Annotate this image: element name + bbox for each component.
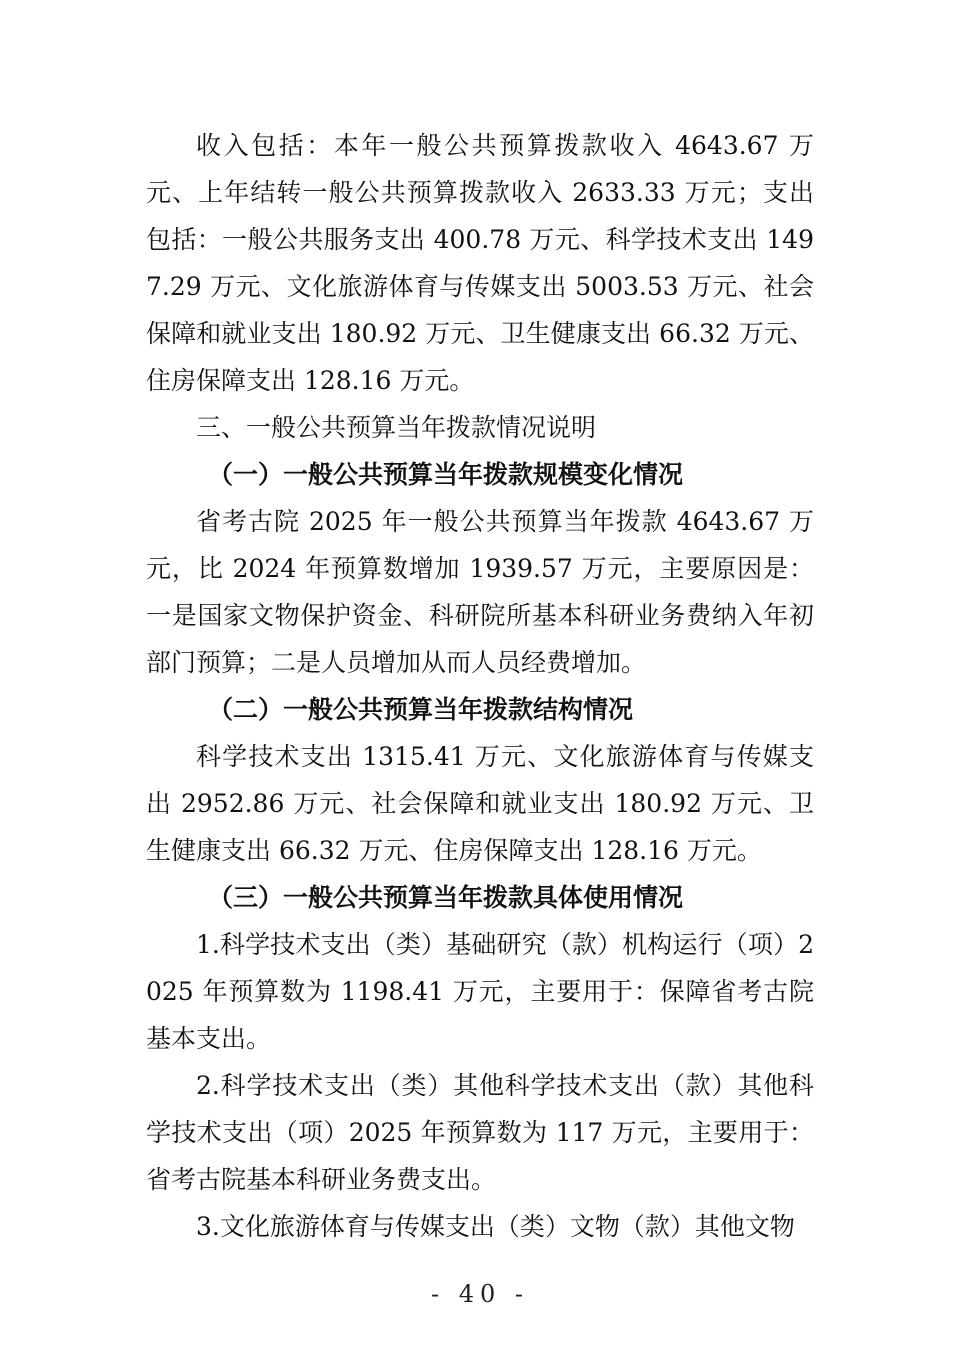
- use-item-2: 2.科学技术支出（类）其他科学技术支出（款）其他科学技术支出（项）2025 年预算数为 117 万元，主要用于：省考古院基本科研业务费支出。: [146, 1071, 814, 1194]
- subheading-specific-use: （三）一般公共预算当年拨款具体使用情况: [208, 883, 684, 912]
- section-heading-3: 三、一般公共预算当年拨款情况说明: [196, 413, 597, 442]
- subheading-scale-change: （一）一般公共预算当年拨款规模变化情况: [208, 460, 684, 489]
- structure-paragraph: 科学技术支出 1315.41 万元、文化旅游体育与传媒支出 2952.86 万元、社会保障和就业支出 180.92 万元、卫生健康支出 66.32 万元、住房保障支出 128.16 万元。: [146, 742, 814, 865]
- use-item-3: 3.文化旅游体育与传媒支出（类）文物（款）其他文物: [196, 1212, 795, 1241]
- page-number: - 40 -: [430, 1280, 529, 1308]
- scale-change-paragraph: 省考古院 2025 年一般公共预算当年拨款 4643.67 万元，比 2024 年预算数增加 1939.57 万元，主要原因是：一是国家文物保护资金、科研院所基本科研业务费纳入年初部门预算；二是人员增加从而人员经费增加。: [146, 507, 814, 677]
- use-item-1: 1.科学技术支出（类）基础研究（款）机构运行（项）2025 年预算数为 1198.41 万元，主要用于：保障省考古院基本支出。: [146, 930, 814, 1053]
- income-expenditure-paragraph: 收入包括：本年一般公共预算拨款收入 4643.67 万元、上年结转一般公共预算拨款收入 2633.33 万元；支出包括：一般公共服务支出 400.78 万元、科学技术支出 1497.29 万元、文化旅游体育与传媒支出 5003.53 万元、社会保障和就业支出 180.92 万元、卫生健康支出 66.32 万元、住房保障支出 128.16 万元。: [146, 131, 814, 395]
- document-body: [146, 122, 814, 1250]
- subheading-structure: （二）一般公共预算当年拨款结构情况: [208, 695, 634, 724]
